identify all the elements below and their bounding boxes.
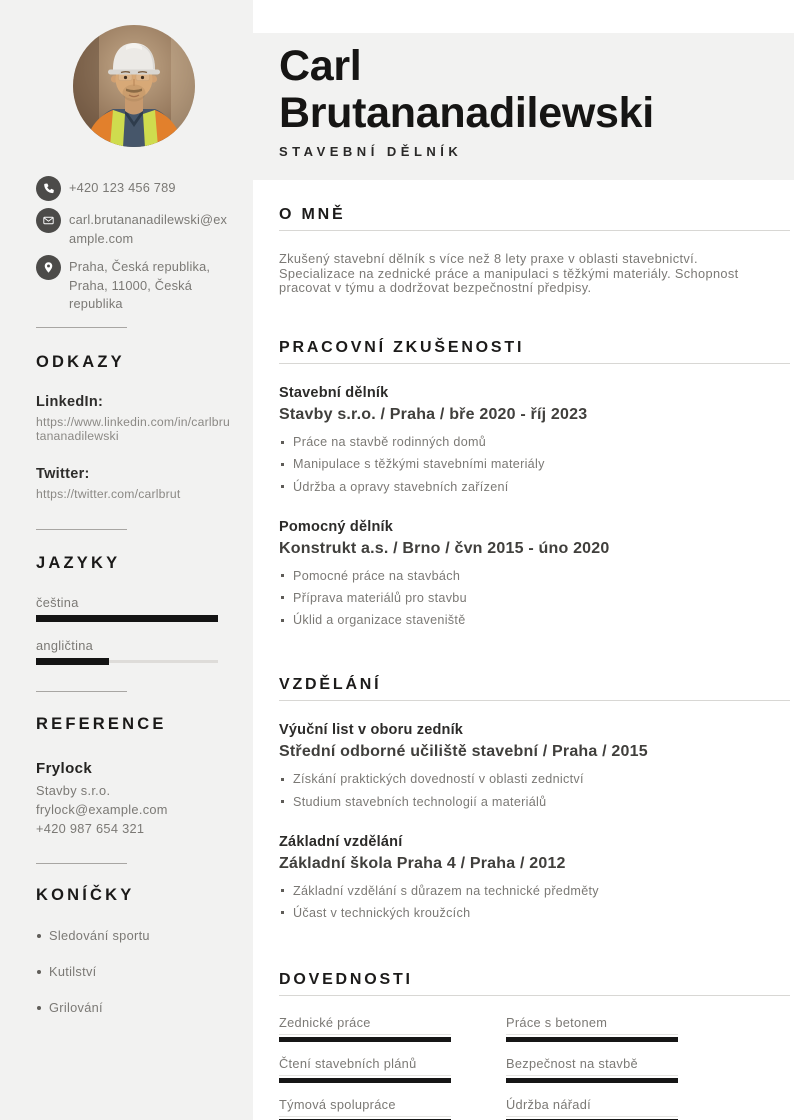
skills-heading: DOVEDNOSTI <box>279 971 413 989</box>
skill-item <box>279 1097 506 1120</box>
education-bullet: Studium stavebních technologií a materiálů <box>279 791 790 813</box>
sidebar-divider <box>36 327 127 328</box>
education-bullet-list <box>279 880 790 924</box>
skill-level-bar <box>506 1037 678 1042</box>
job-meta: Konstrukt a.s. / Brno / čvn 2015 - úno 2020 <box>279 539 610 557</box>
reference-email[interactable]: frylock@example.com <box>36 801 168 817</box>
skill-item <box>506 1097 733 1120</box>
about-text: Zkušený stavební dělník s více než 8 lety praxe v oblasti stavebnictví. Specializace na zednické práce a manipulaci s těžkými materiály. Schopnost pracovat v týmu a dodržovat bezpečnostní předpisy. <box>279 251 739 296</box>
education-meta: Střední odborné učiliště stavební / Praha / 2015 <box>279 743 648 761</box>
education-title: Základní vzdělání <box>279 833 403 850</box>
education-entry <box>279 834 790 924</box>
contact-address-row <box>36 255 231 314</box>
reference-name: Frylock <box>36 760 93 777</box>
section-education <box>279 675 790 924</box>
phone-icon <box>36 176 61 201</box>
reference-phone: +420 987 654 321 <box>36 820 145 836</box>
contact-phone-row <box>36 176 231 201</box>
mail-icon <box>36 208 61 233</box>
education-bullet: Účast v technických kroužcích <box>279 902 790 924</box>
job-bullet: Pomocné práce na stavbách <box>279 565 790 587</box>
language-name: angličtina <box>36 638 94 653</box>
section-rule <box>279 363 790 364</box>
job-title: Pomocný dělník <box>279 518 393 535</box>
contact-phone: +420 123 456 789 <box>69 180 176 195</box>
skill-item <box>506 1056 733 1083</box>
contact-email-row <box>36 208 231 248</box>
skill-track <box>279 1034 451 1042</box>
skill-track <box>506 1116 678 1120</box>
job-bullet: Údržba a opravy stavebních zařízení <box>279 476 790 498</box>
language-level-track <box>36 658 218 665</box>
education-bullet-list <box>279 768 790 812</box>
job-title: STAVEBNÍ DĚLNÍK <box>279 144 463 159</box>
hobby-item: Kutilství <box>36 965 231 978</box>
education-title: Výuční list v oboru zedník <box>279 722 464 739</box>
skill-track <box>506 1075 678 1083</box>
language-item <box>36 595 231 622</box>
reference-company: Stavby s.r.o. <box>36 783 111 798</box>
link-label: LinkedIn: <box>36 393 104 410</box>
references-heading: REFERENCE <box>36 715 167 733</box>
sidebar-divider <box>36 863 127 864</box>
name-header <box>253 33 794 180</box>
skill-name: Čtení stavebních plánů <box>279 1056 417 1072</box>
hobby-item: Sledování sportu <box>36 929 231 942</box>
link-label: Twitter: <box>36 465 90 482</box>
job-bullet: Příprava materiálů pro stavbu <box>279 587 790 609</box>
section-about <box>279 205 790 296</box>
job-bullet: Úklid a organizace staveniště <box>279 609 790 631</box>
skill-item <box>279 1056 506 1083</box>
link-url[interactable]: https://twitter.com/carlbrut <box>36 486 181 501</box>
section-rule <box>279 700 790 701</box>
skill-grid <box>279 1015 790 1120</box>
map-pin-icon <box>36 255 61 280</box>
languages-heading: JAZYKY <box>36 554 121 572</box>
job-entry <box>279 519 790 632</box>
skill-track <box>506 1034 678 1042</box>
hobbies-heading: KONÍČKY <box>36 886 135 905</box>
reference-details <box>36 782 231 838</box>
link-url[interactable]: https://www.linkedin.com/in/carlbrutananadilewski <box>36 414 230 443</box>
about-heading: O MNĚ <box>279 206 346 223</box>
section-experience <box>279 338 790 631</box>
links-heading: ODKAZY <box>36 352 125 371</box>
job-bullet: Manipulace s těžkými stavebními materiály <box>279 453 790 475</box>
section-rule <box>279 995 790 996</box>
hobby-item: Grilování <box>36 1001 231 1014</box>
link-item-linkedin <box>36 394 231 444</box>
skill-item <box>279 1015 506 1042</box>
construction-worker-portrait-illustration <box>73 25 195 147</box>
skill-name: Práce s betonem <box>506 1015 608 1031</box>
job-title: Stavební dělník <box>279 385 389 402</box>
top-white-strip <box>253 0 794 33</box>
education-entry <box>279 722 790 812</box>
language-item <box>36 638 231 665</box>
skill-name: Údržba nářadí <box>506 1097 591 1113</box>
section-rule <box>279 230 790 231</box>
person-name: Carl Brutananadilewski <box>279 42 654 137</box>
main-content <box>253 205 794 1120</box>
skill-name: Týmová spolupráce <box>279 1097 396 1113</box>
contact-email[interactable]: carl.brutananadilewski@example.com <box>69 212 228 246</box>
profile-photo <box>73 25 195 147</box>
link-item-twitter <box>36 466 231 502</box>
job-bullet: Práce na stavbě rodinných domů <box>279 431 790 453</box>
education-bullet: Základní vzdělání s důrazem na technické předměty <box>279 880 790 902</box>
experience-heading: PRACOVNÍ ZKUŠENOSTI <box>279 339 525 357</box>
language-level-bar <box>36 615 218 622</box>
skill-name: Bezpečnost na stavbě <box>506 1056 638 1072</box>
language-level-bar <box>36 658 109 665</box>
sidebar <box>0 0 253 1120</box>
language-level-track <box>36 615 218 622</box>
skill-level-bar <box>506 1078 678 1083</box>
language-name: čeština <box>36 595 79 610</box>
skill-track <box>279 1116 451 1120</box>
job-bullet-list <box>279 565 790 632</box>
sidebar-divider <box>36 529 127 530</box>
skill-level-bar <box>279 1078 451 1083</box>
job-entry <box>279 385 790 498</box>
main-column <box>253 0 794 1120</box>
skill-name: Zednické práce <box>279 1015 371 1031</box>
skill-level-bar <box>279 1037 451 1042</box>
contact-address: Praha, Česká republika, Praha, 11000, Česká republika <box>69 259 211 311</box>
hobby-list <box>36 929 231 1014</box>
sidebar-divider <box>36 691 127 692</box>
job-bullet-list <box>279 431 790 498</box>
skill-item <box>506 1015 733 1042</box>
section-skills <box>279 970 790 1120</box>
education-meta: Základní škola Praha 4 / Praha / 2012 <box>279 854 566 872</box>
job-meta: Stavby s.r.o. / Praha / bře 2020 - říj 2023 <box>279 406 588 424</box>
education-bullet: Získání praktických dovedností v oblasti zednictví <box>279 768 790 790</box>
skill-track <box>279 1075 451 1083</box>
contact-section <box>36 176 231 314</box>
education-heading: VZDĚLÁNÍ <box>279 676 382 694</box>
